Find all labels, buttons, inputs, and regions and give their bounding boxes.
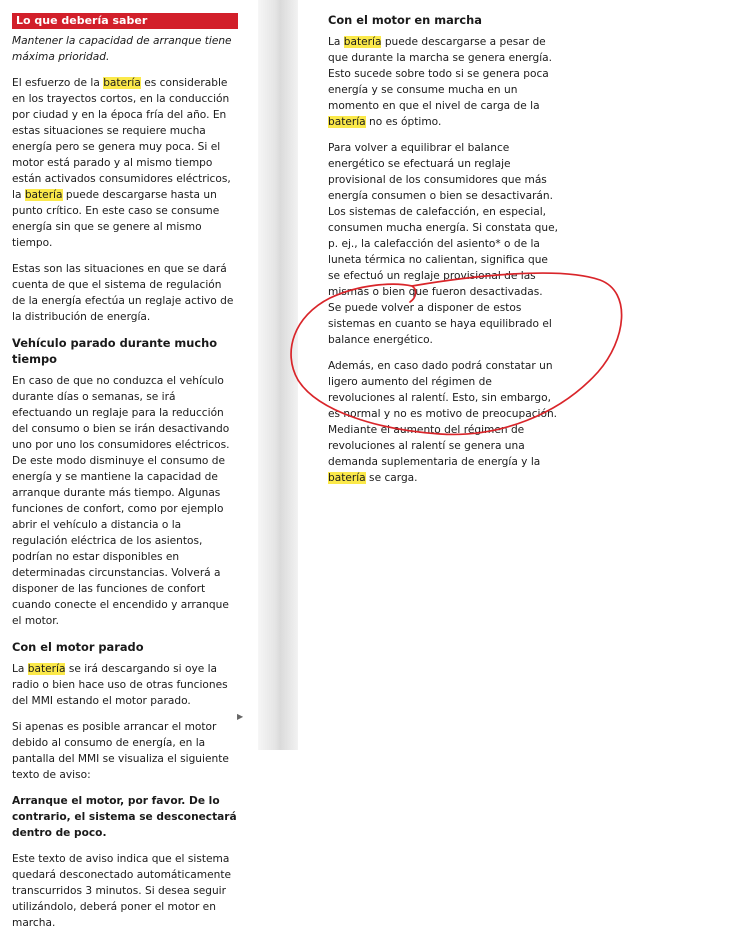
right-column [328,12,558,496]
highlight-bateria: batería [328,116,366,128]
paragraph-mmi-warning-intro: Si apenas es posible arrancar el motor debido al consumo de energía, en la pantalla del MMI se visualiza el siguiente texto de aviso: [12,721,229,781]
text-run: no es óptimo. [365,116,442,128]
text-run: Además, en caso dado podrá constatar un ligero aumento del régimen de revoluciones al ralentí. Esto, sin embargo, es normal y no es motivo de preocupación. Mediante el aumento del régimen de revoluciones al ralentí se genera una demanda suplementaria de energía y la [328,360,558,468]
highlight-bateria: batería [24,189,63,201]
highlight-bateria: batería [103,77,141,89]
text-run: se irá descargando si oye la radio o bien hace uso de otras funciones del MMI estando el motor parado. [12,663,228,707]
highlight-bateria: batería [343,36,382,48]
paragraph-auto-shutdown: Este texto de aviso indica que el sistema quedará desconectado automáticamente transcurridos 3 minutos. Si desea seguir utilizándolo, deberá poner el motor en marcha. [12,853,232,929]
paragraph-regulation: Estas son las situaciones en que se dará cuenta de que el sistema de regulación de la energía efectúa un reglaje activo de la distribución de energía. [12,263,234,323]
right-page [298,0,747,750]
left-column [12,13,238,941]
text-run: La [328,36,344,48]
text-run: puede descargarse hasta un punto crítico. En este caso se consume energía sin que se genere al mismo tiempo. [12,189,220,249]
paragraph-engine-off [12,661,238,709]
left-page [0,0,260,929]
text-run: El esfuerzo de la [12,77,104,89]
heading-engine-running: Con el motor en marcha [328,13,482,27]
paragraph-energy-balance: Para volver a equilibrar el balance energético se efectuará un reglaje provisional de los consumidores que más energía consumen o bien se desactivarán. Los sistemas de calefacción, en especial, consumen mucha energía. Si constata que, p. ej., la calefacción del asiento* o de la luneta térmica no calientan, significa que se efectuó un reglaje provisional de las mismas o bien que fueron desactivadas. Se puede volver a disponer de estos sistemas en cuanto se haya equilibrado el balance energético. [328,142,558,346]
text-run: se carga. [365,472,418,484]
next-page-arrow-icon: ▶ [237,712,244,721]
intro-text: Mantener la capacidad de arranque tiene máxima prioridad. [12,35,232,63]
book-gutter [258,0,298,750]
paragraph-short-trips [12,75,238,251]
text-run: La [12,663,28,675]
warning-message: Arranque el motor, por favor. De lo contrario, el sistema se desconectará dentro de poco. [12,795,237,839]
paragraph-idle-speed [328,358,558,486]
heading-parked-long: Vehículo parado durante mucho tiempo [12,336,218,366]
paragraph-parked-long: En caso de que no conduzca el vehículo durante días o semanas, se irá efectuando un reglaje para la reducción del consumo o bien se irán desactivando uno por uno los consumidores eléctricos. De este modo disminuye el consumo de energía y se mantiene la capacidad de arranque durante más tiempo. Algunas funciones de confort, como por ejemplo abrir el vehículo a distancia o la regulación eléctrica de los asientos, podrían no estar disponibles en determinadas circunstancias. Volverá a disponer de las funciones de confort cuando conecte el encendido y arranque el motor. [12,375,230,627]
heading-engine-off: Con el motor parado [12,640,144,654]
section-title-bar: Lo que debería saber [12,13,238,29]
highlight-bateria: batería [328,472,366,484]
text-run: es considerable en los trayectos cortos, en la conducción por ciudad y en la época fría del año. En estas situaciones se requiere mucha energía pero se genera muy poca. Si el motor está parado y al mismo tiempo están activados consumidores eléctricos, la [12,77,231,201]
highlight-bateria: batería [27,663,66,675]
paragraph-engine-running [328,34,558,130]
text-run: puede descargarse a pesar de que durante la marcha se genera energía. Esto sucede sobre todo si se genera poca energía y se consume mucha en un momento en que el nivel de carga de la [328,36,553,112]
